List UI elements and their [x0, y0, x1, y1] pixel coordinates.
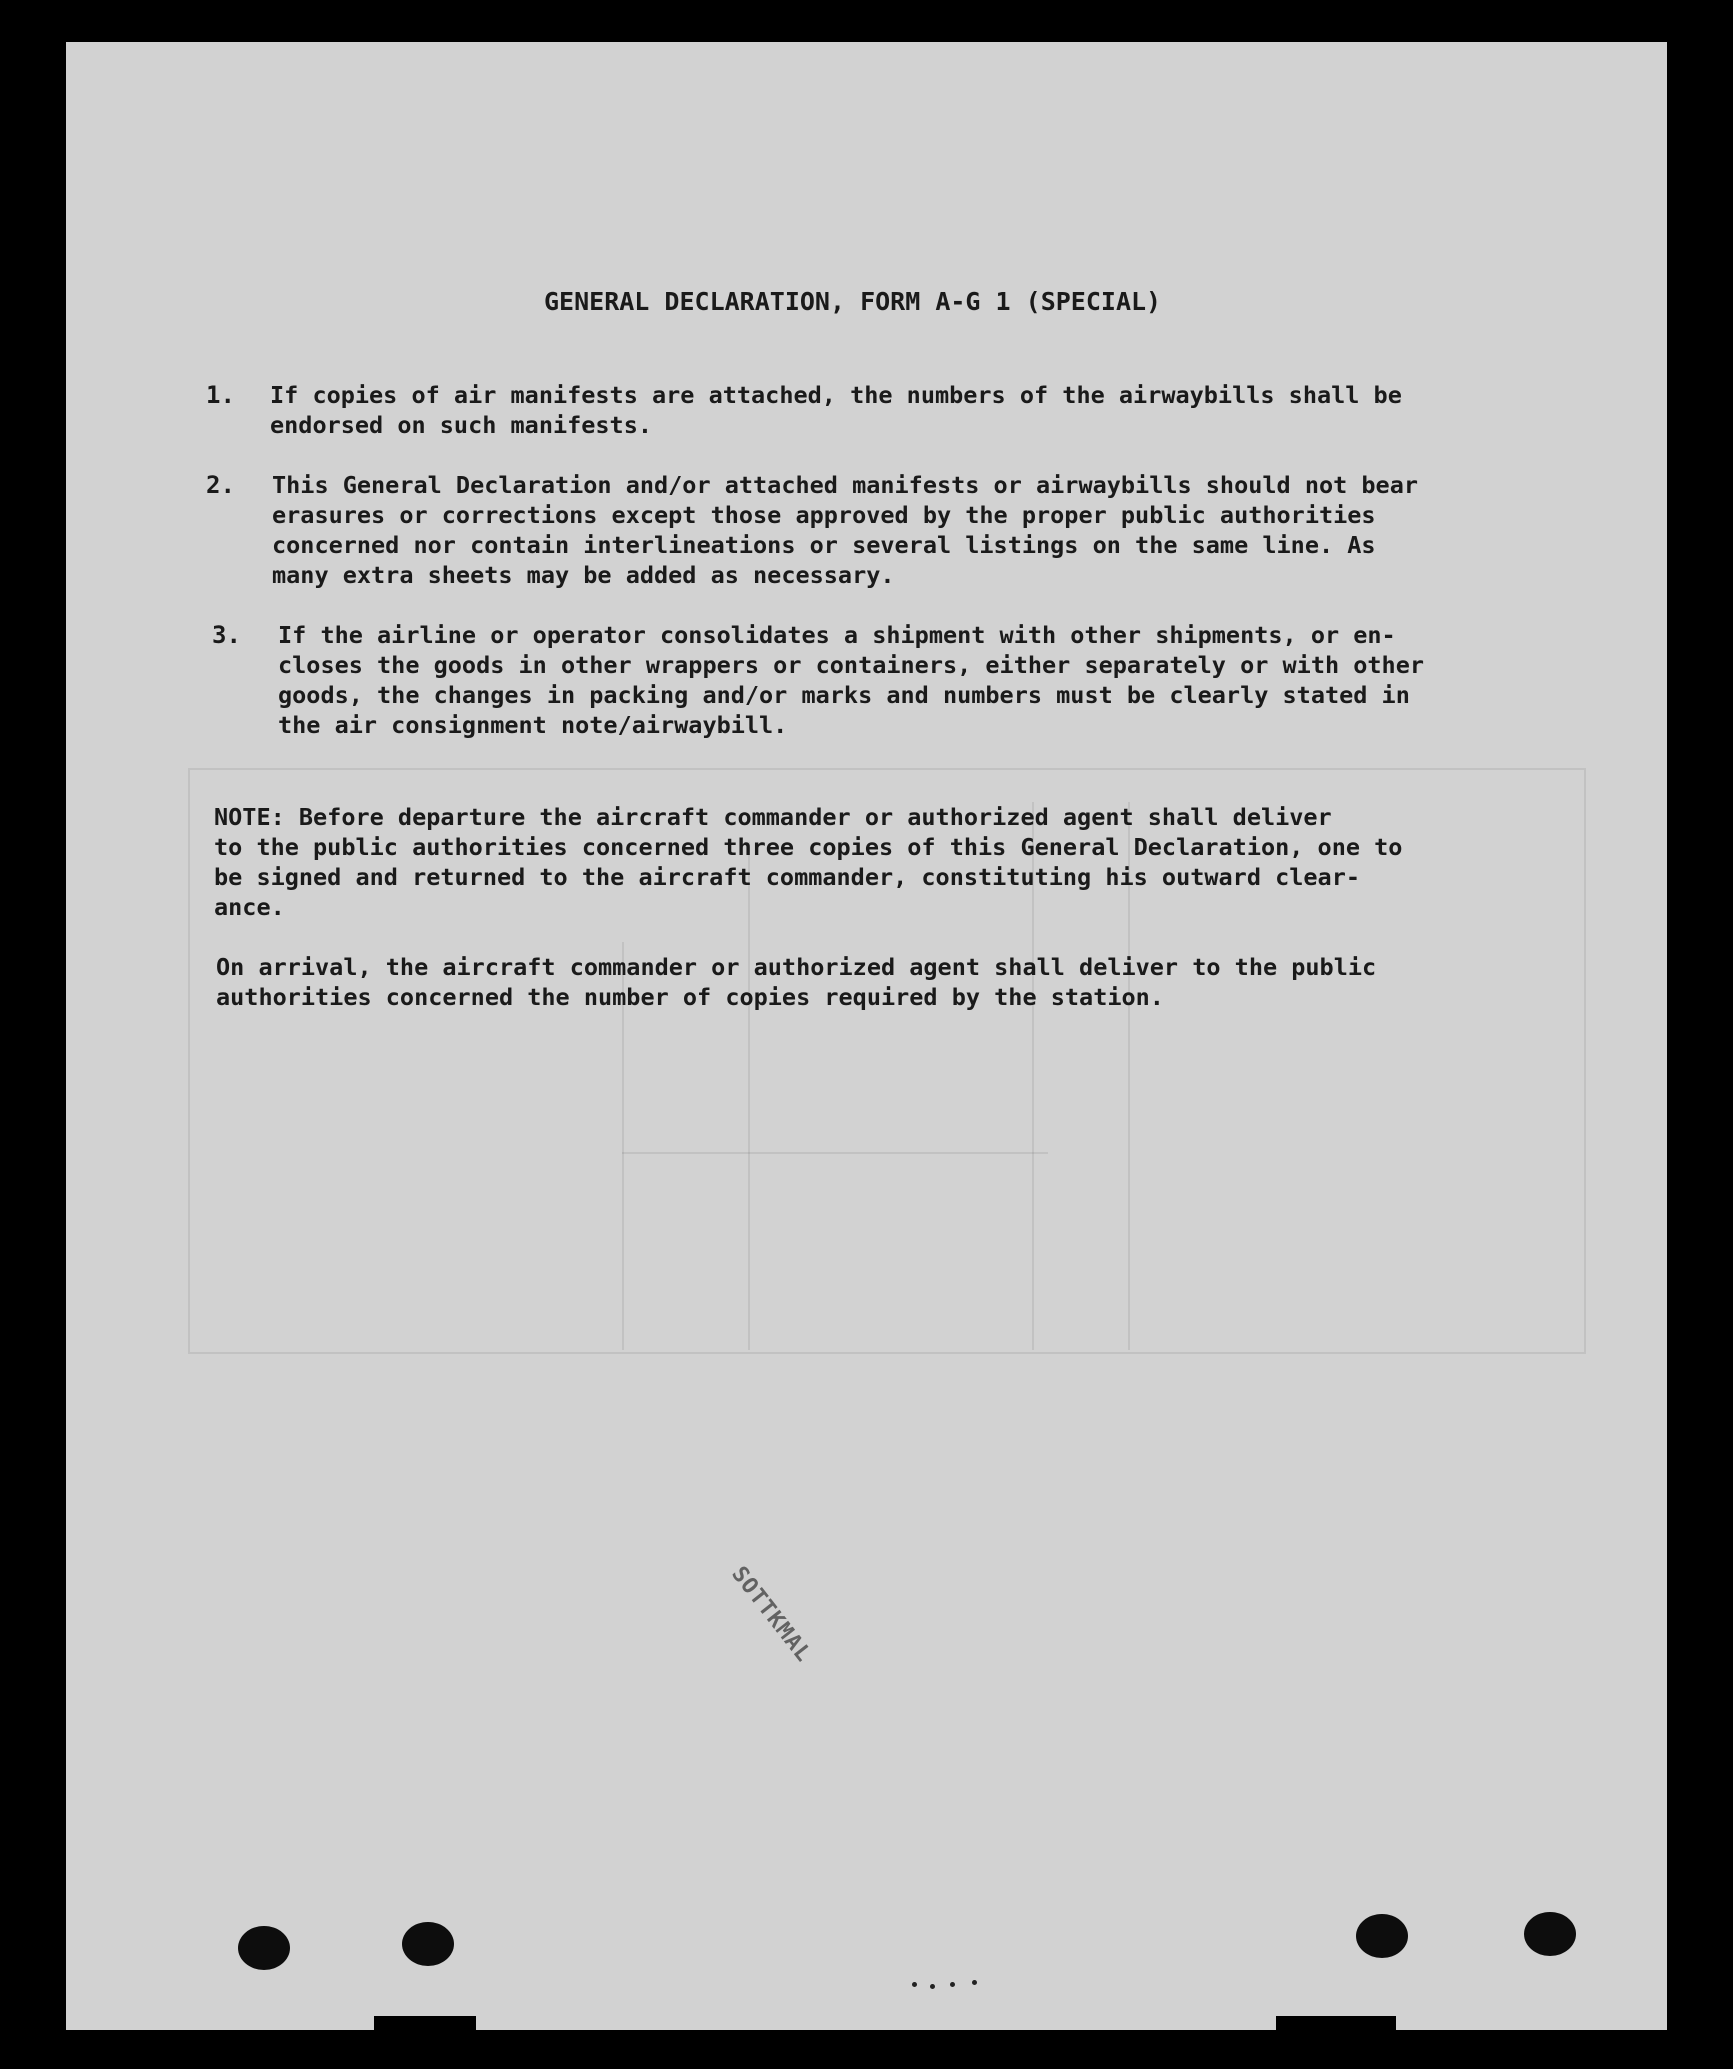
text-line: endorsed on such manifests. [270, 411, 653, 439]
paper-mark [950, 1982, 955, 1987]
text-line: ance. [214, 893, 285, 921]
punch-hole [1524, 1912, 1576, 1956]
punch-hole [238, 1926, 290, 1970]
text-line: to the public authorities concerned three copies of this General Declaration, one to [214, 833, 1403, 861]
text-line: erasures or corrections except those approved by the proper public authorities [272, 501, 1376, 529]
paper-edge-notch [374, 2016, 476, 2030]
item-1-text [270, 380, 1604, 440]
paper-edge-notch [1276, 2016, 1396, 2030]
text-line: concerned nor contain interlineations or several listings on the same line. As [272, 531, 1376, 559]
page-title: GENERAL DECLARATION, FORM A-G 1 (SPECIAL) [544, 287, 1162, 316]
text-line: closes the goods in other wrappers or containers, either separately or with other [278, 651, 1425, 679]
text-line: be signed and returned to the aircraft commander, constituting his outward clear- [214, 863, 1361, 891]
item-number: 2. [206, 471, 235, 499]
text-line: NOTE: Before departure the aircraft commander or authorized agent shall deliver [214, 803, 1332, 831]
text-line: goods, the changes in packing and/or marks and numbers must be clearly stated in [278, 681, 1410, 709]
punch-hole [1356, 1914, 1408, 1958]
document-page [66, 42, 1667, 2030]
text-line: the air consignment note/airwaybill. [278, 711, 788, 739]
paper-mark [930, 1984, 935, 1989]
text-line: If the airline or operator consolidates a shipment with other shipments, or en- [278, 621, 1396, 649]
arrival-paragraph [216, 952, 1608, 1012]
text-line: authorities concerned the number of copies required by the station. [216, 983, 1164, 1011]
paper-mark [972, 1980, 977, 1985]
text-line: This General Declaration and/or attached manifests or airwaybills should not bear [272, 471, 1419, 499]
item-number: 1. [206, 381, 235, 409]
note-paragraph [214, 802, 1606, 922]
paper-mark [912, 1982, 917, 1987]
show-through-rule [622, 1152, 1048, 1154]
item-2-text [272, 470, 1606, 590]
rubber-stamp: SOTTKMAL [726, 1562, 817, 1668]
punch-hole [402, 1922, 454, 1966]
text-line: many extra sheets may be added as necessary. [272, 561, 895, 589]
item-number: 3. [212, 621, 241, 649]
item-3-text [278, 620, 1612, 740]
text-line: If copies of air manifests are attached, the numbers of the airwaybills shall be [270, 381, 1402, 409]
text-line: On arrival, the aircraft commander or authorized agent shall deliver to the public [216, 953, 1377, 981]
